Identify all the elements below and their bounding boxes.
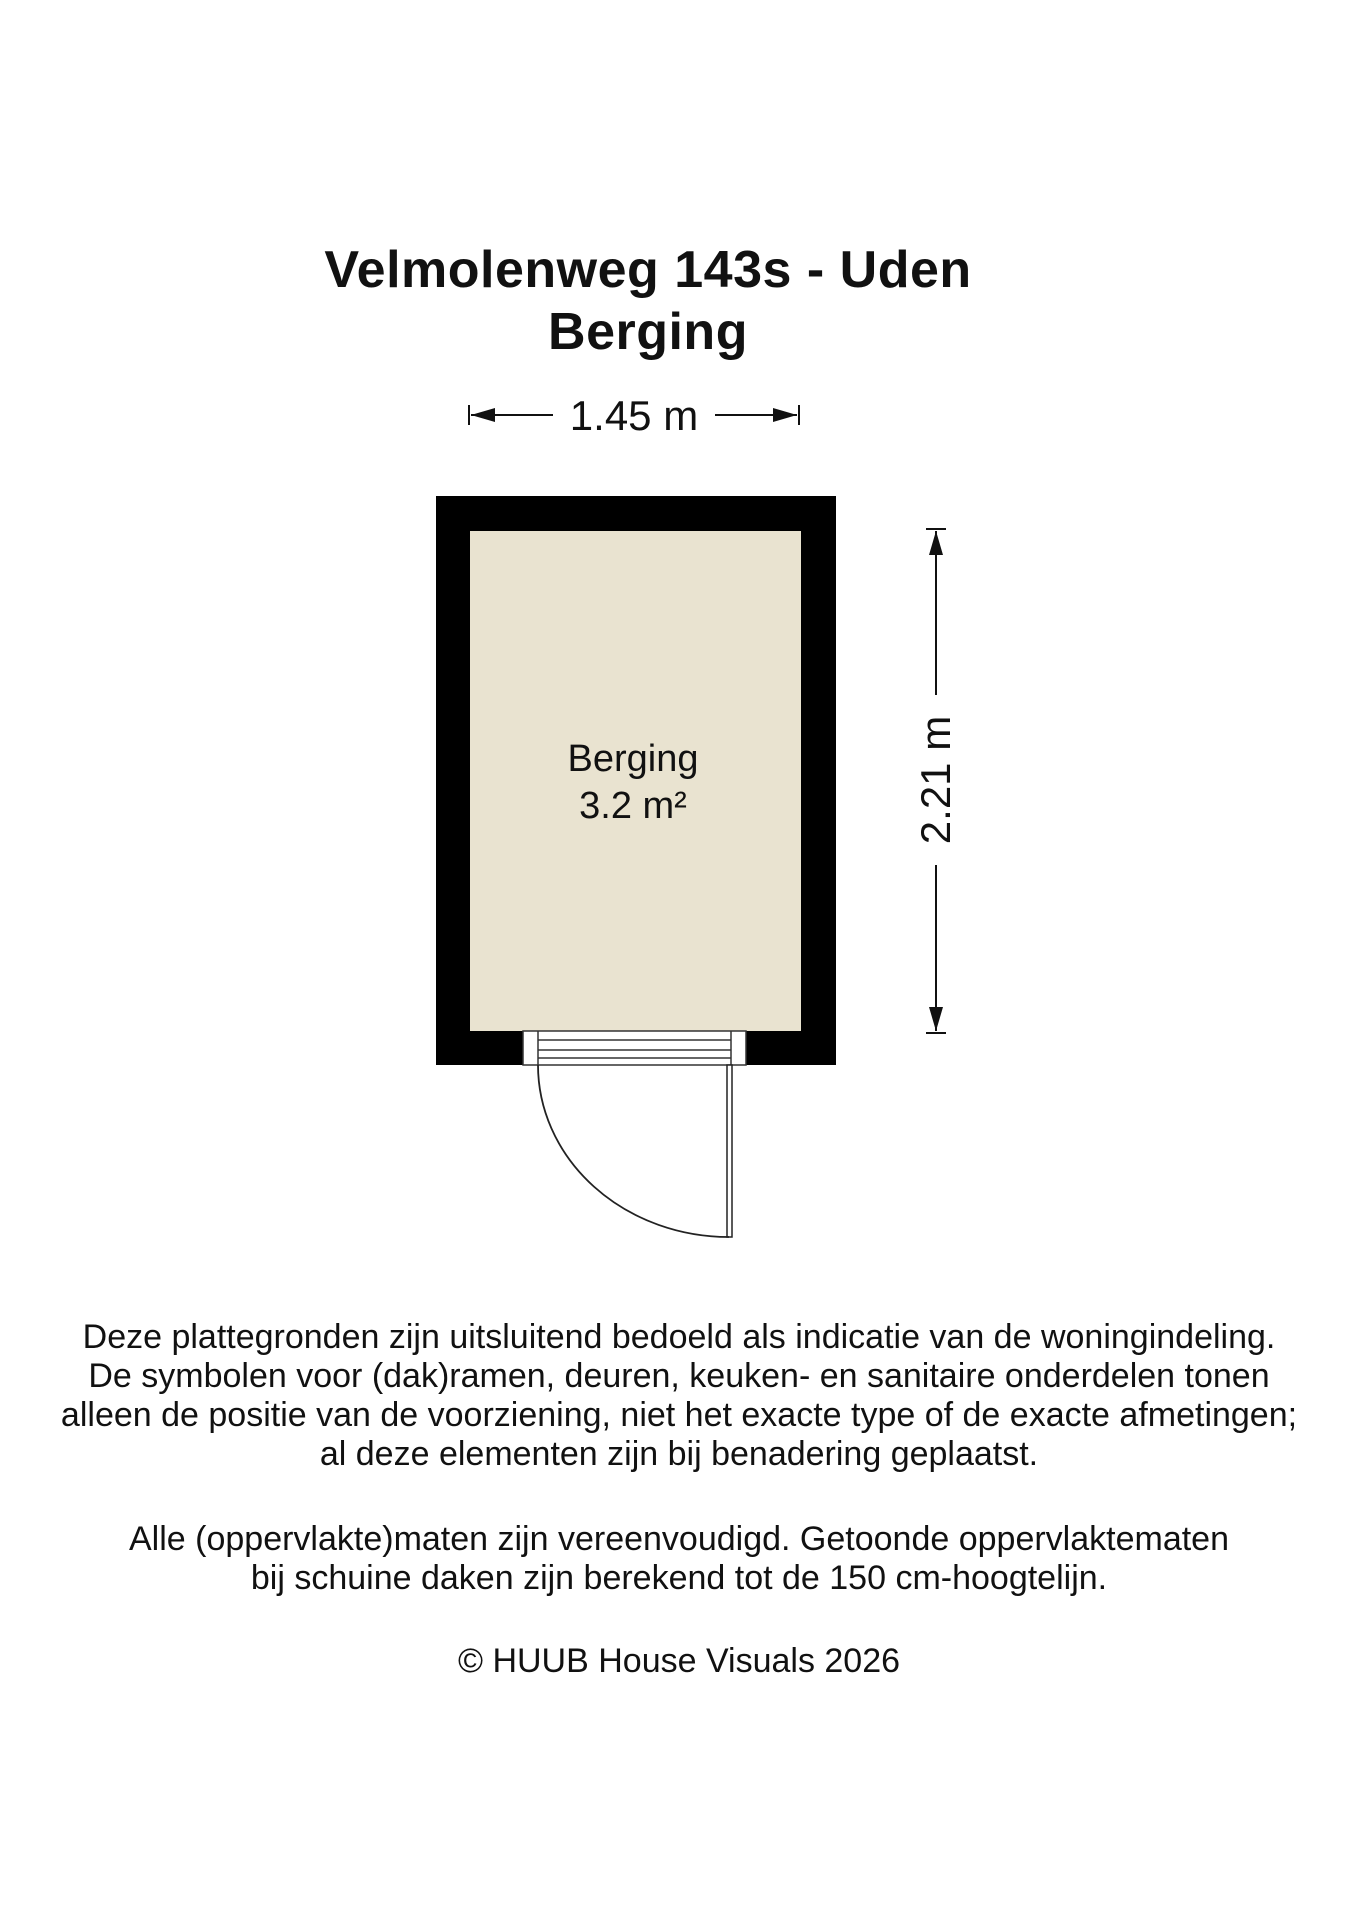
door-threshold xyxy=(523,1031,746,1065)
height-dimension xyxy=(912,529,959,1033)
width-dimension xyxy=(469,392,799,439)
width-dimension-left-arrow xyxy=(471,408,495,422)
disclaimer-paragraph-2 xyxy=(0,1520,1358,1598)
width-dimension-right-arrow xyxy=(773,408,797,422)
plan-title-floor: Berging xyxy=(548,303,748,361)
disclaimer-line: bij schuine daken zijn berekend tot de 150 cm-hoogtelijn. xyxy=(250,1559,1108,1597)
plan-title-address: Velmolenweg 143s - Uden xyxy=(324,241,972,299)
copyright-notice: © HUUB House Visuals 2026 xyxy=(457,1642,901,1680)
disclaimer-line: alleen de positie van de voorziening, niet het exacte type of de exacte afmetingen; xyxy=(60,1396,1298,1434)
door-opening xyxy=(523,1031,746,1065)
room-floor xyxy=(470,531,801,1031)
door-leaf xyxy=(727,1065,732,1237)
disclaimer-line: De symbolen voor (dak)ramen, deuren, keuken- en sanitaire onderdelen tonen xyxy=(88,1357,1270,1395)
disclaimer-line: al deze elementen zijn bij benadering geplaatst. xyxy=(319,1435,1039,1473)
door-swing-arc xyxy=(538,1065,729,1237)
room-area-label: 3.2 m² xyxy=(579,785,687,827)
width-dimension-label: 1.45 m xyxy=(569,392,699,439)
disclaimer-line: Alle (oppervlakte)maten zijn vereenvoudigd. Getoonde oppervlaktematen xyxy=(129,1520,1229,1558)
height-dimension-label: 2.21 m xyxy=(912,715,959,845)
disclaimer-paragraph-1 xyxy=(0,1318,1358,1474)
room-name-label: Berging xyxy=(567,738,699,780)
height-dimension-bottom-arrow xyxy=(929,1007,943,1031)
disclaimer-line: Deze plattegronden zijn uitsluitend bedoeld als indicatie van de woningindeling. xyxy=(82,1318,1276,1356)
height-dimension-top-arrow xyxy=(929,531,943,555)
door-swing xyxy=(538,1065,732,1237)
